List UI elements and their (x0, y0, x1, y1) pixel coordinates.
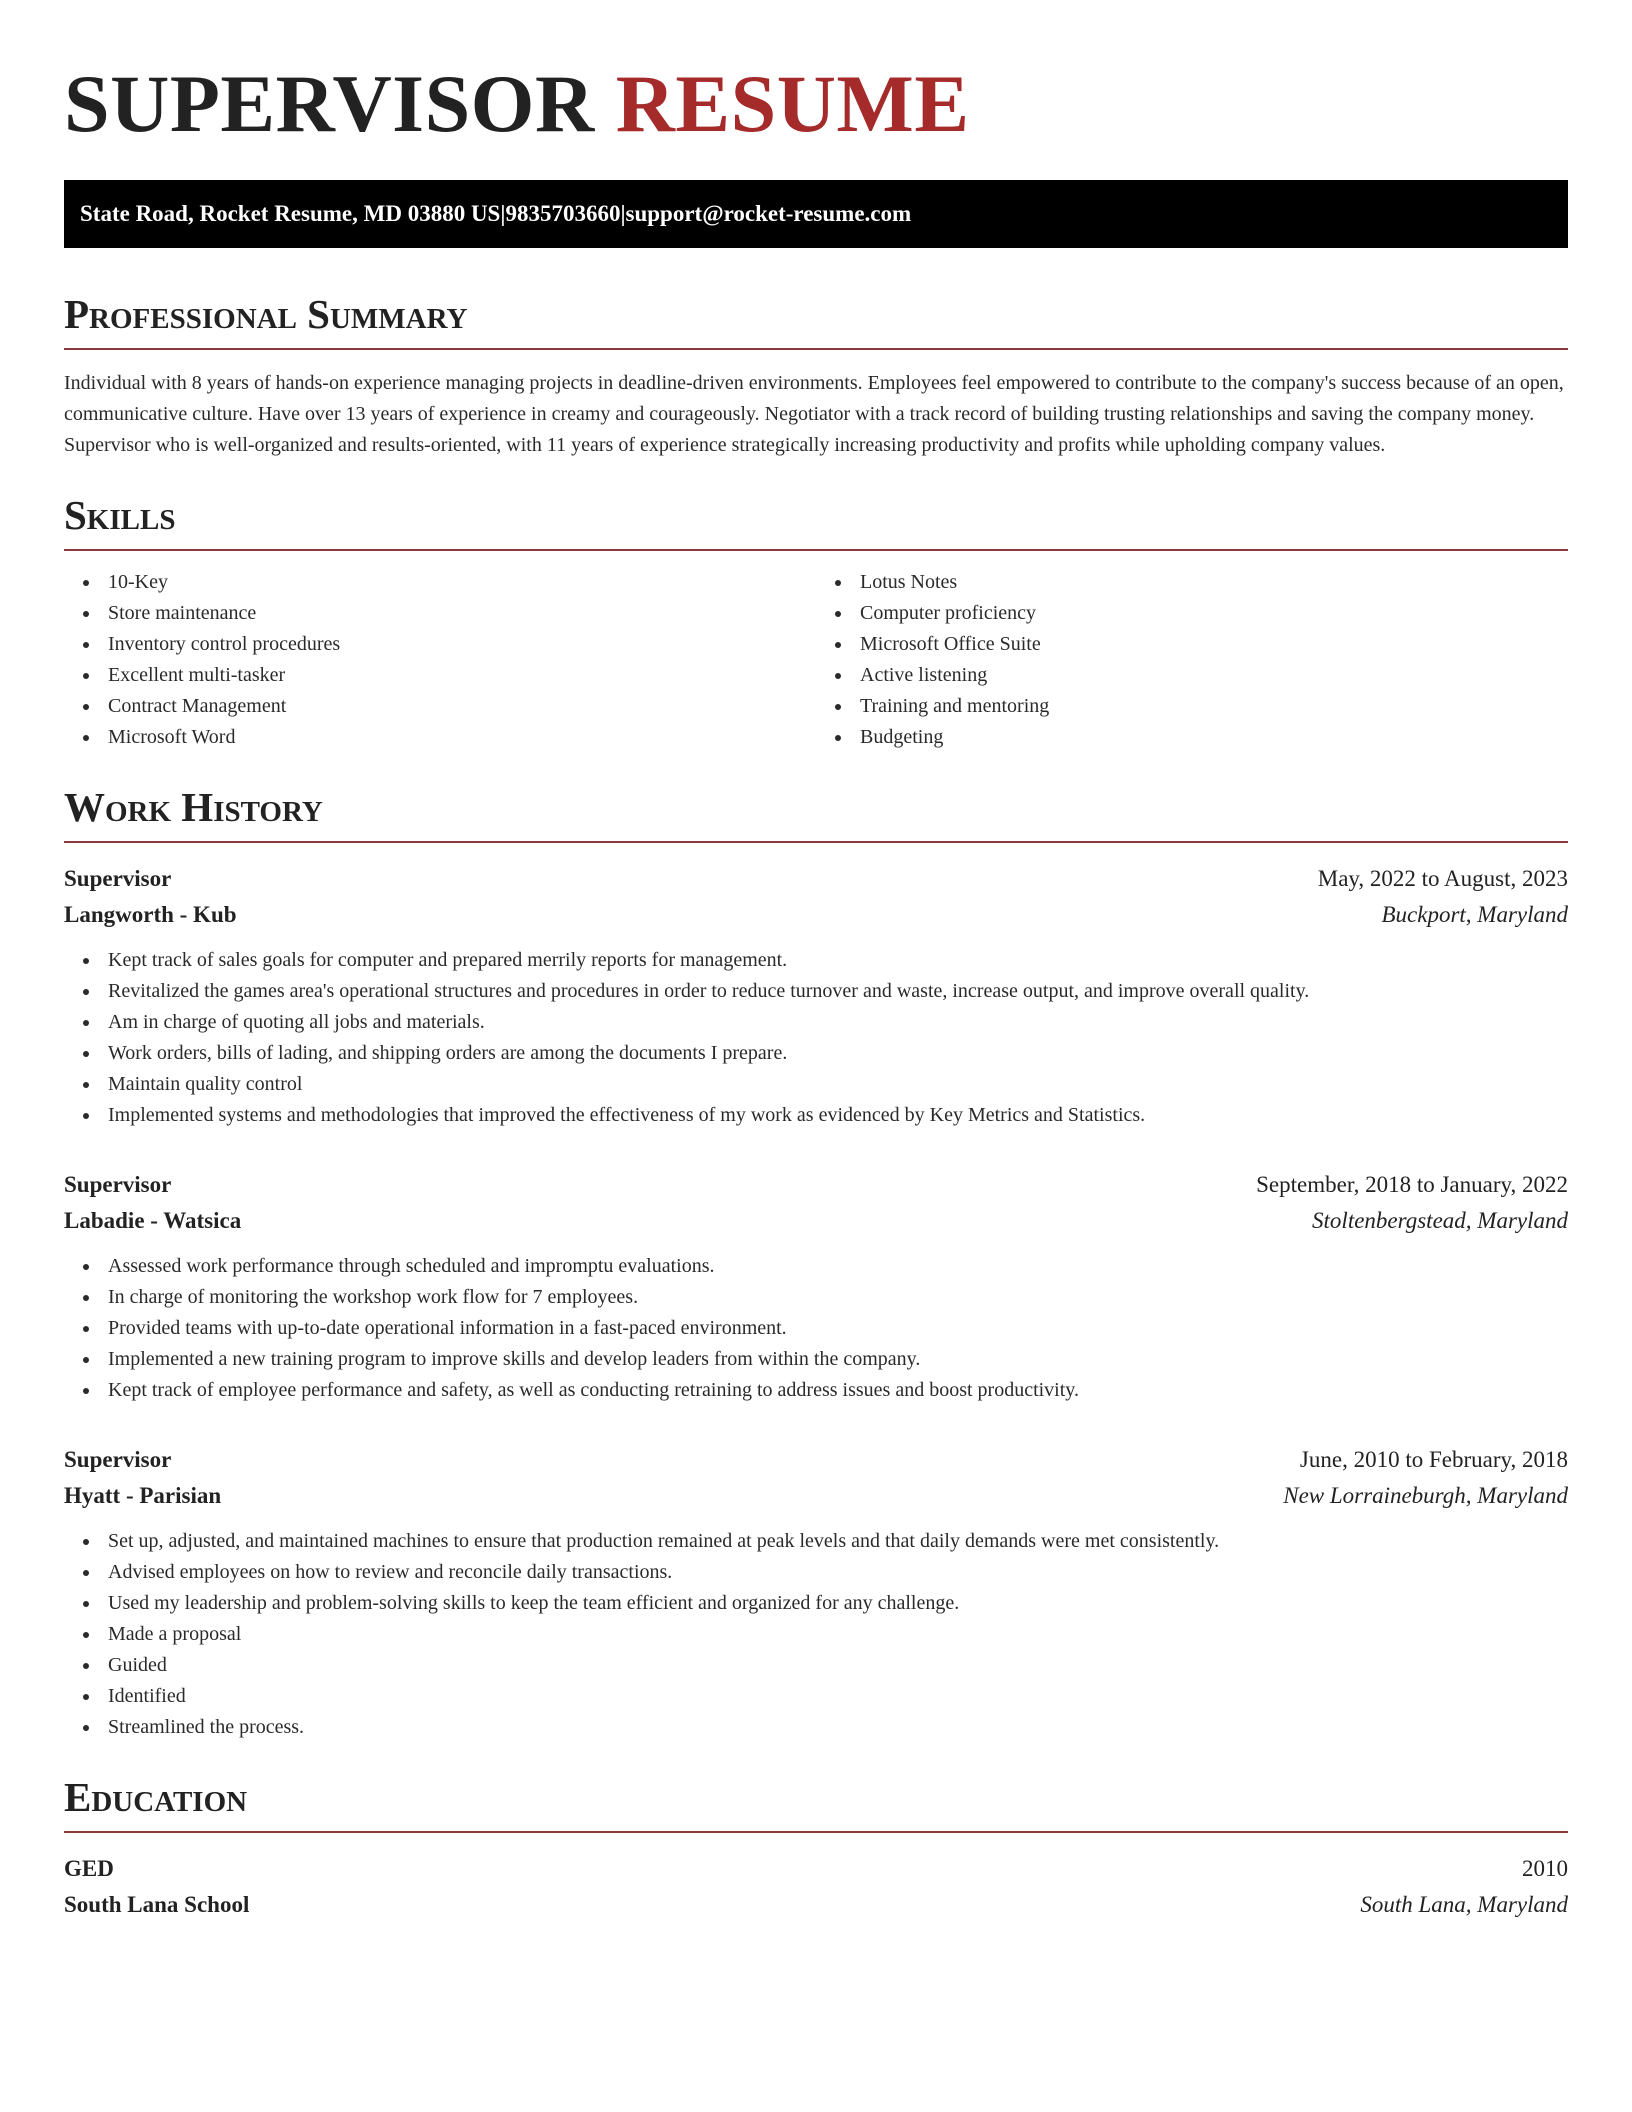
job-dates: May, 2022 to August, 2023 (1317, 866, 1568, 891)
job-location: New Lorraineburgh, Maryland (1283, 1483, 1568, 1508)
job-company-row (64, 1478, 1568, 1514)
job-header-row (64, 1167, 1568, 1203)
job-entry (64, 1442, 1568, 1743)
skill-item: Store maintenance (108, 598, 816, 629)
job-header-row (64, 861, 1568, 897)
job-title: Supervisor (64, 1447, 172, 1472)
section-heading: Professional Summary (64, 291, 468, 337)
section-heading: Skills (64, 492, 176, 538)
job-duties-list (64, 945, 1568, 1131)
job-duty: Used my leadership and problem-solving skills to keep the team efficient and organized for any challenge. (108, 1588, 1568, 1619)
job-dates: September, 2018 to January, 2022 (1256, 1172, 1568, 1197)
education-degree: GED (64, 1856, 114, 1881)
job-duty: Assessed work performance through scheduled and impromptu evaluations. (108, 1251, 1568, 1282)
section-heading: Work History (64, 784, 323, 830)
section-divider (64, 348, 1568, 350)
section-divider (64, 1831, 1568, 1833)
job-duty: Revitalized the games area's operational structures and procedures in order to reduce turnover and waste, increase output, and improve overall quality. (108, 976, 1568, 1007)
job-duty: In charge of monitoring the workshop work flow for 7 employees. (108, 1282, 1568, 1313)
skill-item: Microsoft Office Suite (860, 629, 1568, 660)
job-header-row (64, 1442, 1568, 1478)
skill-item: Excellent multi-tasker (108, 660, 816, 691)
contact-bar (64, 180, 1568, 248)
contact-separator: | (620, 201, 626, 226)
job-duty: Work orders, bills of lading, and shipping orders are among the documents I prepare. (108, 1038, 1568, 1069)
job-duty: Maintain quality control (108, 1069, 1568, 1100)
job-duty: Advised employees on how to review and reconcile daily transactions. (108, 1557, 1568, 1588)
job-title: Supervisor (64, 866, 172, 891)
job-duty: Set up, adjusted, and maintained machines to ensure that production remained at peak levels and that daily demands were met consistently. (108, 1526, 1568, 1557)
education-school-row (64, 1887, 1568, 1923)
contact-separator: | (500, 201, 506, 226)
job-duty: Am in charge of quoting all jobs and materials. (108, 1007, 1568, 1038)
job-company: Hyatt - Parisian (64, 1483, 222, 1508)
skill-item: Inventory control procedures (108, 629, 816, 660)
skill-item: Lotus Notes (860, 567, 1568, 598)
education-location: South Lana, Maryland (1360, 1892, 1568, 1917)
skills-section (64, 491, 1568, 753)
skill-item: Microsoft Word (108, 722, 816, 753)
education-section (64, 1773, 1568, 1923)
skill-item: 10-Key (108, 567, 816, 598)
job-title: Supervisor (64, 1172, 172, 1197)
job-company-row (64, 1203, 1568, 1239)
job-location: Buckport, Maryland (1381, 902, 1568, 927)
job-duties-list (64, 1526, 1568, 1743)
work-history-section (64, 783, 1568, 1743)
skill-item: Contract Management (108, 691, 816, 722)
job-duty: Made a proposal (108, 1619, 1568, 1650)
job-company-row (64, 897, 1568, 933)
education-school: South Lana School (64, 1892, 250, 1917)
skill-item: Budgeting (860, 722, 1568, 753)
education-header-row (64, 1851, 1568, 1887)
job-duty: Implemented systems and methodologies that improved the effectiveness of my work as evidenced by Key Metrics and Statistics. (108, 1100, 1568, 1131)
job-company: Labadie - Watsica (64, 1208, 242, 1233)
resume-title (64, 56, 1568, 152)
job-duty: Kept track of sales goals for computer and prepared merrily reports for management. (108, 945, 1568, 976)
contact-phone: 9835703660 (505, 201, 621, 226)
job-entry (64, 1167, 1568, 1406)
section-divider (64, 549, 1568, 551)
professional-summary-section (64, 290, 1568, 461)
job-duty: Kept track of employee performance and safety, as well as conducting retraining to address issues and boost productivity. (108, 1375, 1568, 1406)
skills-column-left (64, 567, 816, 753)
job-location: Stoltenbergstead, Maryland (1312, 1208, 1568, 1233)
title-accent: RESUME (615, 58, 970, 149)
summary-text: Individual with 8 years of hands-on experience managing projects in deadline-driven environments. Employees feel empowered to contribute to the company's success because of an open, communicative culture. Have over 13 years of experience in creamy and courageously. Negotiator with a track record of building trusting relationships and saving the company money. Supervisor who is well-organized and results-oriented, with 11 years of experience strategically increasing productivity and profits while upholding company values. (64, 372, 1564, 456)
skill-item: Training and mentoring (860, 691, 1568, 722)
job-duties-list (64, 1251, 1568, 1406)
contact-email: support@rocket-resume.com (625, 201, 912, 226)
education-year: 2010 (1522, 1856, 1568, 1881)
education-entry (64, 1851, 1568, 1923)
section-heading: Education (64, 1774, 248, 1820)
contact-address: State Road, Rocket Resume, MD 03880 US (80, 201, 501, 226)
job-entry (64, 861, 1568, 1131)
skills-column-right (816, 567, 1568, 753)
skill-item: Computer proficiency (860, 598, 1568, 629)
job-duty: Implemented a new training program to improve skills and develop leaders from within the company. (108, 1344, 1568, 1375)
job-duty: Identified (108, 1681, 1568, 1712)
job-company: Langworth - Kub (64, 902, 237, 927)
job-duty: Guided (108, 1650, 1568, 1681)
job-duty: Provided teams with up-to-date operational information in a fast-paced environment. (108, 1313, 1568, 1344)
skills-grid (64, 567, 1568, 753)
skill-item: Active listening (860, 660, 1568, 691)
title-main: SUPERVISOR (64, 58, 595, 149)
job-duty: Streamlined the process. (108, 1712, 1568, 1743)
section-divider (64, 841, 1568, 843)
job-dates: June, 2010 to February, 2018 (1299, 1447, 1568, 1472)
